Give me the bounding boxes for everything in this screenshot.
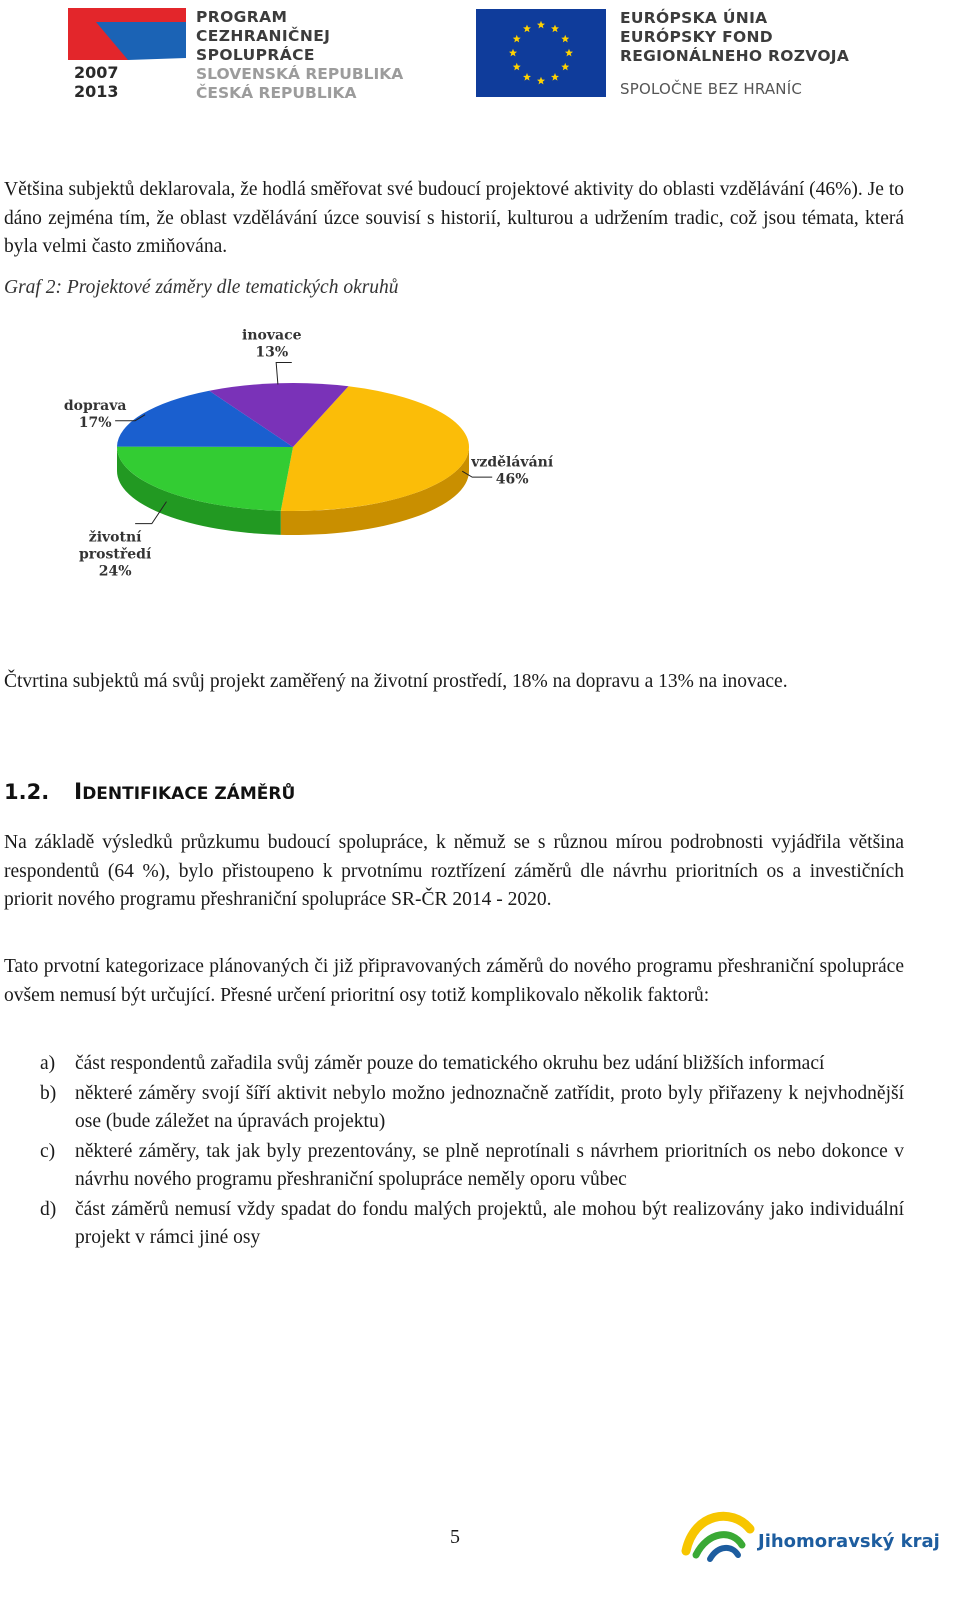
program-year-end: 2013 (74, 82, 119, 100)
eu-flag-icon (476, 9, 606, 97)
program-logo-mark (68, 8, 186, 100)
eu-star-icon (551, 73, 559, 81)
eu-line-3: REGIONÁLNEHO ROZVOJA (620, 47, 850, 65)
eu-star-icon (537, 21, 545, 29)
pie-chart (0, 325, 600, 615)
region-logo (680, 1505, 940, 1565)
eu-star-icon (565, 49, 573, 57)
program-sub-line-1: SLOVENSKÁ REPUBLIKA (196, 65, 404, 83)
list-item (40, 1196, 904, 1253)
program-line-3: SPOLUPRÁCE (196, 46, 315, 64)
eu-text (620, 9, 849, 66)
paragraph-after-chart: Čtvrtina subjektů má svůj projekt zaměřený na životní prostředí, 18% na dopravu a 13% na inovace. (4, 671, 788, 692)
list-item-text: některé záměry, tak jak byly prezentovány, se plně neprotínali s návrhem prioritních os nebo dokonce v návrhu nového programu přeshraniční spolupráce neměly oporu vůbec (75, 1140, 904, 1190)
pie-leader-line (276, 363, 292, 385)
pie-value-label: 46% (495, 471, 529, 488)
list-marker: a) (40, 1053, 56, 1074)
list-item-text: některé záměry svojí šíří aktivit nebylo možno jednoznačně zatřídit, proto byly přiřazeny k nejvhodnější ose (bude záležet na úpravách projektu) (75, 1082, 904, 1132)
list-item-text: část záměrů nemusí vždy spadat do fondu malých projektů, ale mohou být realizovány jako individuální projekt v rámci jiné osy (75, 1198, 904, 1248)
eu-star-icon (513, 63, 521, 71)
eu-star-icon (561, 63, 569, 71)
list-marker: b) (40, 1082, 57, 1104)
list-item (40, 1138, 904, 1195)
list-item (40, 1080, 904, 1137)
section-title-rest: DENTIFIKACE ZÁMĚRŮ (82, 784, 296, 804)
eu-motto: SPOLOČNE BEZ HRANÍC (620, 80, 803, 98)
program-logo-text (196, 8, 403, 103)
paragraph-2: Na základě výsledků průzkumu budoucí spolupráce, k němuž se s různou mírou podrobnosti vyjádřila většina respondentů (64 %), bylo přistoupeno k prvotnímu roztřízení záměrů dle návrhu prioritních os a investičních priorit nového programu přeshraniční spolupráce SR-ČR 2014 - 2020. (4, 832, 904, 910)
eu-star-icon (561, 35, 569, 43)
program-sub-line-2: ČESKÁ REPUBLIKA (196, 84, 357, 102)
eu-star-icon (509, 49, 517, 57)
intro-paragraph: Většina subjektů deklarovala, že hodlá směřovat své budoucí projektové aktivity do oblasti vzdělávání (46%). Je to dáno zejména tím, že oblast vzdělávání úzce souvisí s historií, kulturou a udržením tradic, což jsou témata, která byla velmi často zmiňována. (4, 179, 904, 257)
program-line-1: PROGRAM (196, 8, 288, 26)
eu-star-icon (513, 35, 521, 43)
region-logo-arc-blue (710, 1548, 738, 1559)
pie-group (117, 383, 469, 535)
eu-star-icon (523, 73, 531, 81)
eu-line-1: EURÓPSKA ÚNIA (620, 9, 768, 27)
program-line-2: CEZHRANIČNEJ (196, 27, 331, 45)
pie-value-label: 24% (98, 563, 132, 580)
section-heading (4, 780, 295, 805)
eu-star-icon (523, 25, 531, 32)
pie-category-label: životní (88, 529, 142, 546)
list-item-text: část respondentů zařadila svůj záměr pouze do tematického okruhu bez udání bližších informací (75, 1053, 825, 1074)
eu-star-icon (537, 77, 545, 85)
pie-category-label: prostředí (79, 546, 152, 563)
paragraph-3: Tato prvotní kategorizace plánovaných či již připravovaných záměrů do nového programu přeshraniční spolupráce ovšem nemusí být určující. Přesné určení prioritní osy totiž komplikovalo několik faktorů: (4, 956, 904, 1006)
pie-category-label: vzdělávání (471, 454, 554, 471)
list-marker: d) (40, 1198, 57, 1220)
program-year-start: 2007 (74, 63, 119, 82)
pie-category-label: doprava (63, 398, 127, 415)
section-title-initial: I (74, 780, 83, 805)
pie-value-label: 13% (255, 344, 289, 361)
eu-line-2: EURÓPSKY FOND (620, 28, 773, 46)
eu-star-icon (551, 25, 559, 32)
factor-list (40, 1050, 904, 1254)
pie-value-label: 17% (78, 415, 112, 432)
chart-caption: Graf 2: Projektové záměry dle tematických okruhů (4, 277, 399, 298)
list-marker: c) (40, 1140, 56, 1162)
list-item (40, 1050, 904, 1079)
section-number: 1.2. (4, 780, 50, 804)
pie-category-label: inovace (242, 327, 302, 344)
region-logo-text: Jihomoravský kraj (758, 1531, 940, 1552)
page-number: 5 (450, 1526, 460, 1548)
